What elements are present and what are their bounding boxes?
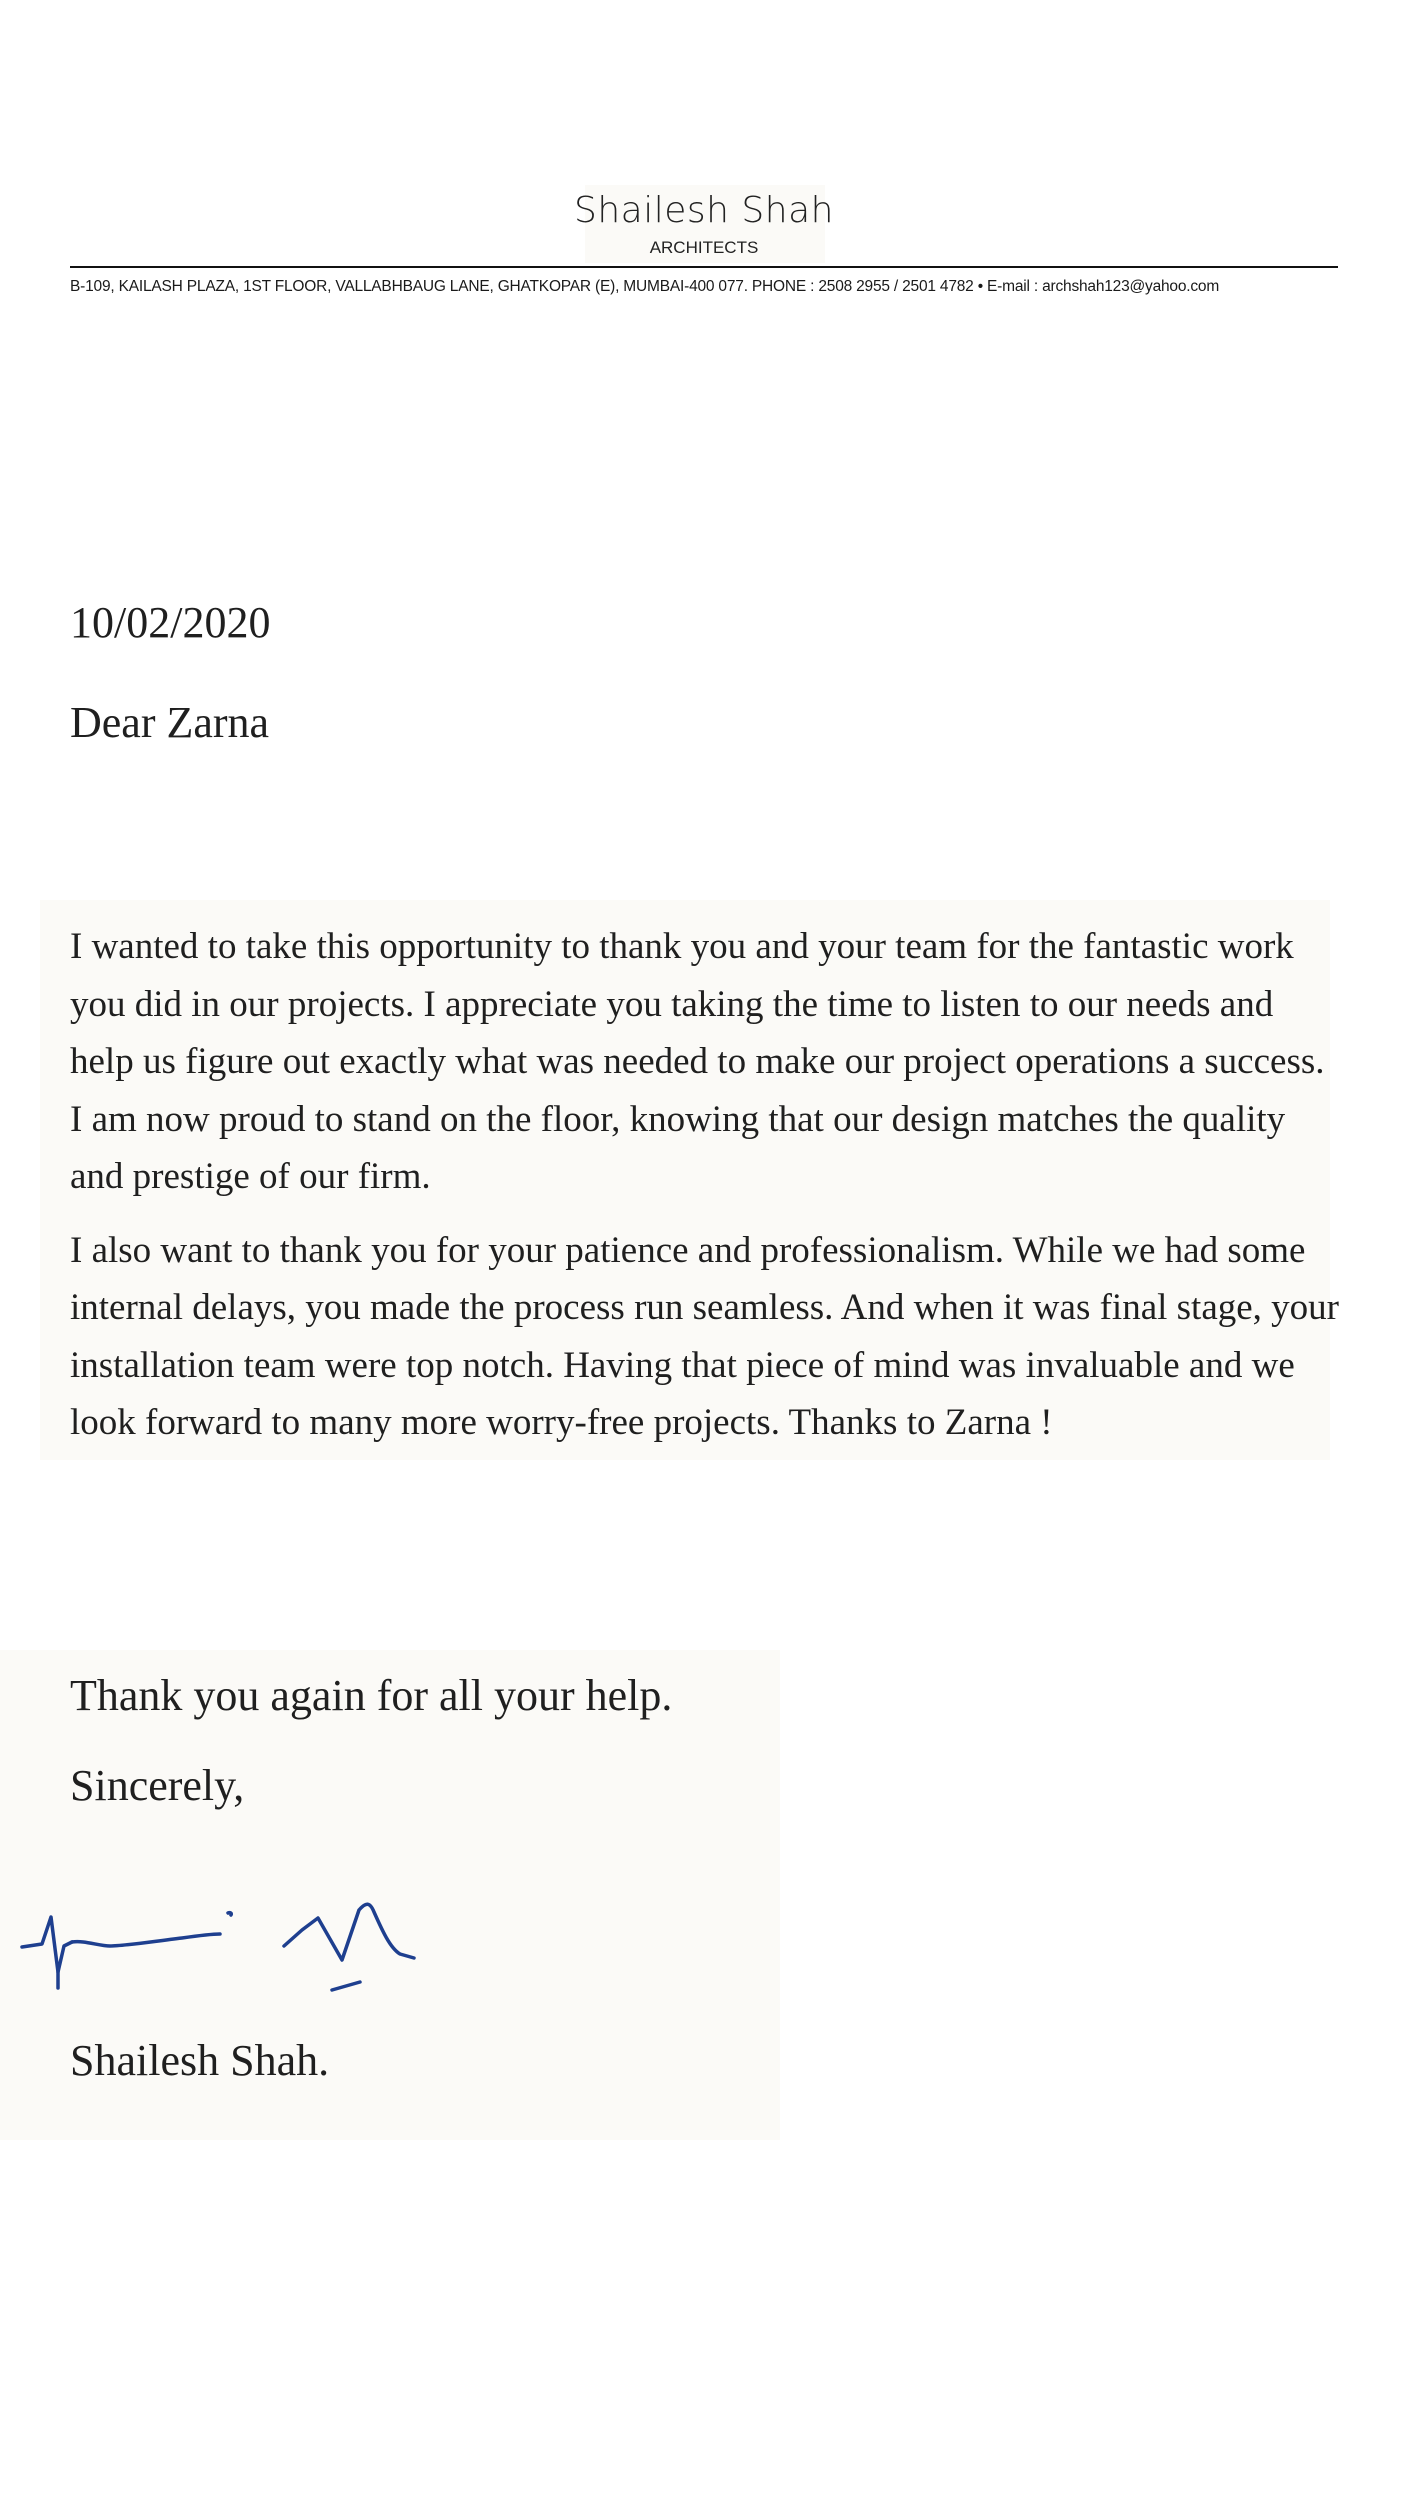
- firm-name: Shailesh Shah: [574, 190, 834, 231]
- body-paragraph: I wanted to take this opportunity to thank you and your team for the fantastic work you did in our projects. I appreciate you taking the time to listen to our needs and help us figure out exactly what was needed to make our project operations a success. I am now proud to stand on the floor, knowing that our design matches the quality and prestige of our firm.: [70, 926, 1325, 1197]
- signoff: Sincerely,: [70, 1761, 245, 1810]
- salutation: Dear Zarna: [70, 698, 270, 747]
- letterhead-divider: [70, 266, 1338, 268]
- closing-line: Thank you again for all your help.: [70, 1671, 673, 1720]
- letterhead: [70, 190, 1338, 310]
- firm-subtitle: ARCHITECTS: [649, 238, 759, 257]
- handwritten-signature: [14, 1830, 484, 2000]
- letter-body: [70, 918, 1340, 1468]
- letterhead-address: B-109, KAILASH PLAZA, 1ST FLOOR, VALLABHBAUG LANE, GHATKOPAR (E), MUMBAI-400 077. PHONE : 2508 2955 / 2501 4782 • E-mail : archshah123@yahoo.com: [70, 278, 1220, 295]
- letter-date: 10/02/2020: [70, 598, 271, 647]
- body-paragraph: I also want to thank you for your patience and professionalism. While we had some internal delays, you made the process run seamless. And when it was final stage, your installation team were top notch. Having that piece of mind was invaluable and we look forward to many more worry-free projects. Thanks to Zarna !: [70, 1229, 1339, 1443]
- signer-name: Shailesh Shah.: [70, 2036, 330, 2085]
